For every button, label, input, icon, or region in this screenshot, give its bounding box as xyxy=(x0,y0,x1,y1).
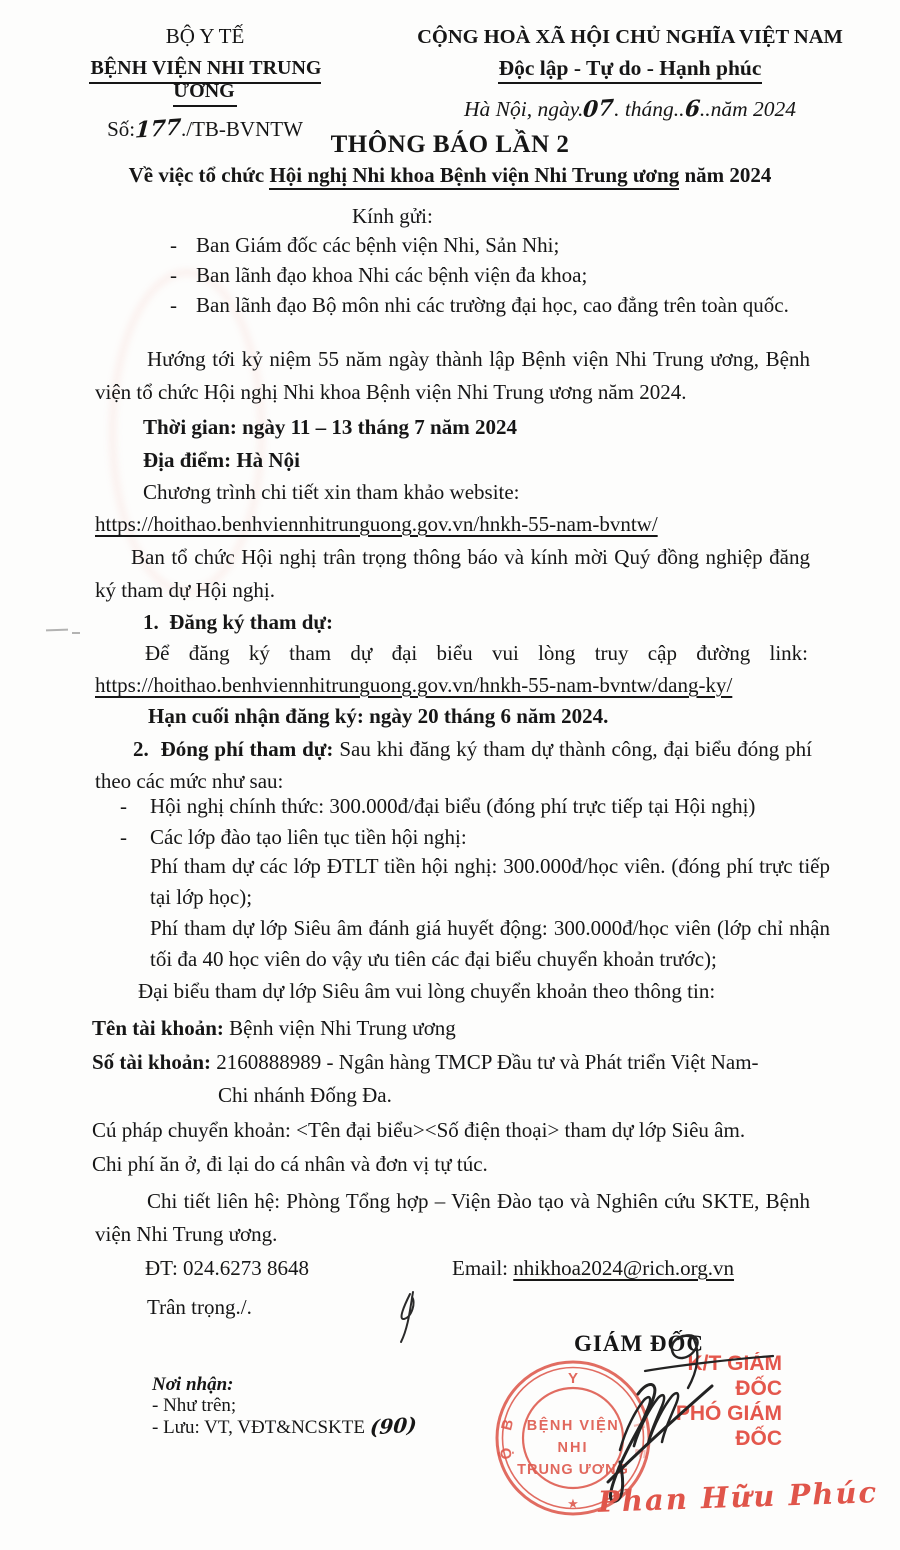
header-issuer-block xyxy=(55,24,355,142)
section2-text: Sau khi đăng ký tham dự thành công, đại biểu đóng phí theo các mức như sau: xyxy=(95,737,813,793)
doc-number-prefix: Số: xyxy=(107,117,136,141)
stamp-text-line2: NHI xyxy=(557,1440,589,1456)
recipient-text: Ban lãnh đạo Bộ môn nhi các trường đại học, cao đẳng trên toàn quốc. xyxy=(196,293,789,317)
footer-item-text: - Lưu: VT, VĐT&NCSKTE xyxy=(152,1417,365,1438)
recipient-item xyxy=(170,290,850,320)
account-branch-line: Chi nhánh Đống Đa. xyxy=(218,1083,392,1107)
time-line: Thời gian: ngày 11 – 13 tháng 7 năm 2024 xyxy=(143,415,517,439)
footer-handwritten-count: (90) xyxy=(368,1412,418,1440)
recipient-item xyxy=(170,260,850,290)
account-number-label: Số tài khoản: xyxy=(92,1050,212,1074)
account-name-line xyxy=(92,1012,456,1044)
section1-title: Đăng ký tham dự: xyxy=(169,610,333,634)
dash-bullet: - xyxy=(170,293,177,317)
director-title: GIÁM ĐỐC xyxy=(574,1331,705,1356)
footer-item: - Như trên; xyxy=(152,1395,237,1416)
transfer-note: Đại biểu tham dự lớp Siêu âm vui lòng chuyển khoản theo thông tin: xyxy=(138,979,716,1003)
intro-paragraph: Hướng tới kỷ niệm 55 năm ngày thành lập Bệnh viện Nhi Trung ương, Bệnh viện tổ chức Hội nghị Nhi khoa Bệnh viện Nhi Trung ương năm 2024. xyxy=(95,347,810,404)
section2-paragraph xyxy=(95,733,812,797)
recipient-item xyxy=(170,230,850,260)
closing-line: Trân trọng./. xyxy=(147,1295,252,1319)
doc-number-suffix: ./TB-BVNTW xyxy=(181,117,303,141)
footer-item xyxy=(152,1412,418,1440)
hospital-name: BỆNH VIỆN NHI TRUNG ƯƠNG xyxy=(89,57,322,107)
fee-sub-sieuam: Phí tham dự lớp Siêu âm đánh giá huyết động: 300.000đ/học viên (lớp chỉ nhận tối đa 40 học viên do vậy ưu tiên các đại biểu chuyển khoản trước); xyxy=(150,916,830,971)
transfer-syntax-line: Cú pháp chuyển khoản: <Tên đại biểu><Số điện thoại> tham dự lớp Siêu âm. xyxy=(92,1118,746,1142)
fee-item xyxy=(120,821,467,853)
stamp-ring-letter: B xyxy=(498,1417,518,1433)
signer-name-text: Phan Hữu Phúc xyxy=(597,1475,879,1519)
date-month-handwritten: 6 xyxy=(683,95,701,123)
expenses-line: Chi phí ăn ở, đi lại do cá nhân và đơn vị tự túc. xyxy=(92,1152,488,1176)
date-post: ..năm 2024 xyxy=(699,97,797,121)
document-subtitle xyxy=(0,163,900,188)
document-title: THÔNG BÁO LẦN 2 xyxy=(330,131,570,158)
signer-name xyxy=(597,1475,879,1519)
kt-director-line1: K/T GIÁM ĐỐC xyxy=(687,1352,782,1400)
contact-paragraph: Chi tiết liên hệ: Phòng Tổng hợp – Viện Đào tạo và Nghiên cứu SKTE, Bệnh viện Nhi Trung ương. xyxy=(95,1189,810,1246)
stamp-star: ★ xyxy=(567,1496,579,1511)
phone-line: ĐT: 024.6273 8648 xyxy=(145,1256,310,1280)
stamp-text-line3: TRUNG ƯƠNG xyxy=(517,1462,629,1478)
fee-item-text: Hội nghị chính thức: 300.000đ/đại biểu (đóng phí trực tiếp tại Hội nghị) xyxy=(150,794,756,818)
subtitle-suffix: năm 2024 xyxy=(679,163,772,187)
doc-number-handwritten: 177 xyxy=(134,114,182,144)
account-name-label: Tên tài khoản: xyxy=(92,1016,224,1040)
kt-director-line2: PHÓ GIÁM ĐỐC xyxy=(675,1402,782,1450)
fee-sub-dtlt: Phí tham dự các lớp ĐTLT tiền hội nghị: 300.000đ/học viên. (đóng phí trực tiếp tại lớp học); xyxy=(150,854,830,909)
national-motto-line1: CỘNG HOÀ XÃ HỘI CHỦ NGHĨA VIỆT NAM xyxy=(417,26,843,48)
fee-item xyxy=(120,790,755,822)
section2-title: Đóng phí tham dự: xyxy=(160,737,334,761)
deadline-line: Hạn cuối nhận đăng ký: ngày 20 tháng 6 năm 2024. xyxy=(148,704,609,728)
stamp-text-line1: BỆNH VIỆN xyxy=(526,1418,620,1434)
recipient-text: Ban lãnh đạo khoa Nhi các bệnh viện đa khoa; xyxy=(196,263,588,287)
national-motto-line2: Độc lập - Tự do - Hạnh phúc xyxy=(498,56,763,84)
salutation: Kính gửi: xyxy=(352,204,433,228)
scan-artifact-dash xyxy=(72,632,80,634)
register-instruction: Để đăng ký tham dự đại biểu vui lòng truy cập đường link: xyxy=(145,641,808,665)
stamp-ring-letter: Ộ xyxy=(497,1446,516,1461)
section1-heading xyxy=(143,606,333,638)
ministry-name: BỘ Y TẾ xyxy=(165,24,245,48)
account-name-value: Bệnh viện Nhi Trung ương xyxy=(229,1016,456,1040)
pen-mark xyxy=(388,1288,428,1346)
account-number-value: 2160888989 - Ngân hàng TMCP Đầu tư và Phát triển Việt Nam- xyxy=(216,1050,759,1074)
recipient-list xyxy=(170,230,850,320)
website-link[interactable]: https://hoithao.benhviennhitrunguong.gov.vn/hnkh-55-nam-bvntw/ xyxy=(95,512,658,536)
scan-artifact-dash xyxy=(46,629,68,632)
email-label: Email: xyxy=(452,1256,508,1280)
date-pre: Hà Nội, ngày. xyxy=(463,97,584,121)
register-link[interactable]: https://hoithao.benhviennhitrunguong.gov.vn/hnkh-55-nam-bvntw/dang-ky/ xyxy=(95,673,733,697)
place-line: Địa điểm: Hà Nội xyxy=(143,448,300,472)
footer-title: Nơi nhận: xyxy=(152,1374,234,1395)
dash-bullet: - xyxy=(120,794,127,818)
stamp-ring-letter: T xyxy=(629,1418,648,1432)
stamp-ring-letter: Y xyxy=(567,1370,579,1387)
recipients-footer xyxy=(152,1374,416,1438)
account-number-line xyxy=(92,1046,759,1078)
invite-paragraph: Ban tổ chức Hội nghị trân trọng thông báo và kính mời Quý đồng nghiệp đăng ký tham dự Hội nghị. xyxy=(95,545,810,602)
dash-bullet: - xyxy=(170,233,177,257)
date-day-handwritten: 07 xyxy=(582,94,615,124)
program-note: Chương trình chi tiết xin tham khảo website: xyxy=(143,480,520,504)
dash-bullet: - xyxy=(120,825,127,849)
header-national-block xyxy=(415,26,845,122)
recipient-text: Ban Giám đốc các bệnh viện Nhi, Sản Nhi; xyxy=(196,233,560,257)
section2-number: 2. xyxy=(133,737,149,761)
dash-bullet: - xyxy=(170,263,177,287)
date-mid: . tháng.. xyxy=(614,97,685,121)
fee-item-text: Các lớp đào tạo liên tục tiền hội nghị: xyxy=(150,825,467,849)
email-link[interactable]: nhikhoa2024@rich.org.vn xyxy=(513,1256,735,1280)
subtitle-underlined: Hội nghị Nhi khoa Bệnh viện Nhi Trung ương xyxy=(269,163,679,190)
subtitle-prefix: Về việc tổ chức xyxy=(128,163,270,187)
date-line xyxy=(415,96,845,122)
email-line xyxy=(452,1252,734,1284)
section1-number: 1. xyxy=(143,610,159,634)
stamp-ring-letter: Ế xyxy=(630,1447,649,1460)
